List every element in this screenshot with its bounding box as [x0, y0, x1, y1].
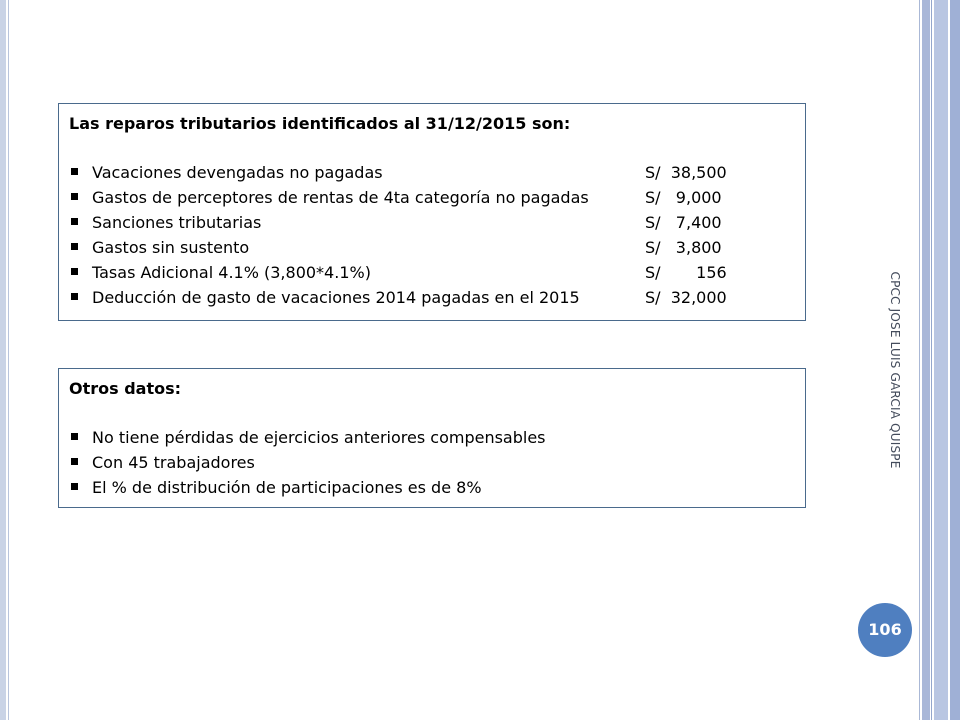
item-label: Deducción de gasto de vacaciones 2014 pagadas en el 2015 [92, 288, 580, 307]
bullet-icon [71, 218, 78, 225]
item-label: El % de distribución de participaciones es de 8% [92, 478, 482, 497]
list-item [69, 286, 580, 310]
list-item [69, 161, 383, 185]
item-amount: S/ 156 [645, 263, 727, 282]
bullet-icon [71, 293, 78, 300]
list-item [69, 451, 255, 475]
right-decor-line-1 [919, 0, 920, 720]
list-item [69, 186, 589, 210]
item-amount: S/ 38,500 [645, 163, 727, 182]
other-data-title: Otros datos: [69, 379, 182, 398]
page-number-badge: 106 [858, 603, 912, 657]
item-amount: S/ 9,000 [645, 188, 722, 207]
left-decor-bar [0, 0, 6, 720]
item-label: No tiene pérdidas de ejercicios anteriores compensables [92, 428, 546, 447]
bullet-icon [71, 483, 78, 490]
item-label: Gastos sin sustento [92, 238, 250, 257]
item-amount: S/ 3,800 [645, 238, 722, 257]
bullet-icon [71, 168, 78, 175]
item-label: Con 45 trabajadores [92, 453, 255, 472]
item-label: Vacaciones devengadas no pagadas [92, 163, 383, 182]
left-decor-line [8, 0, 9, 720]
list-item [69, 426, 546, 450]
item-amount: S/ 7,400 [645, 213, 722, 232]
bullet-icon [71, 458, 78, 465]
bullet-icon [71, 193, 78, 200]
list-item [69, 261, 371, 285]
item-label: Sanciones tributarias [92, 213, 262, 232]
item-amount: S/ 32,000 [645, 288, 727, 307]
tax-adjustments-box [58, 103, 806, 321]
bullet-icon [71, 433, 78, 440]
bullet-icon [71, 268, 78, 275]
right-decor-line-2 [931, 0, 932, 720]
right-decor-band-2 [934, 0, 948, 720]
right-decor-band-3 [950, 0, 960, 720]
list-item [69, 236, 249, 260]
list-item [69, 476, 482, 500]
bullet-icon [71, 243, 78, 250]
right-decor-band-1 [922, 0, 930, 720]
author-side-label: CPCC JOSE LUIS GARCIA QUISPE [888, 271, 902, 469]
other-data-box [58, 368, 806, 508]
item-label: Gastos de perceptores de rentas de 4ta categoría no pagadas [92, 188, 589, 207]
list-item [69, 211, 261, 235]
tax-adjustments-title: Las reparos tributarios identificados al 31/12/2015 son: [69, 114, 571, 133]
item-label: Tasas Adicional 4.1% (3,800*4.1%) [92, 263, 371, 282]
